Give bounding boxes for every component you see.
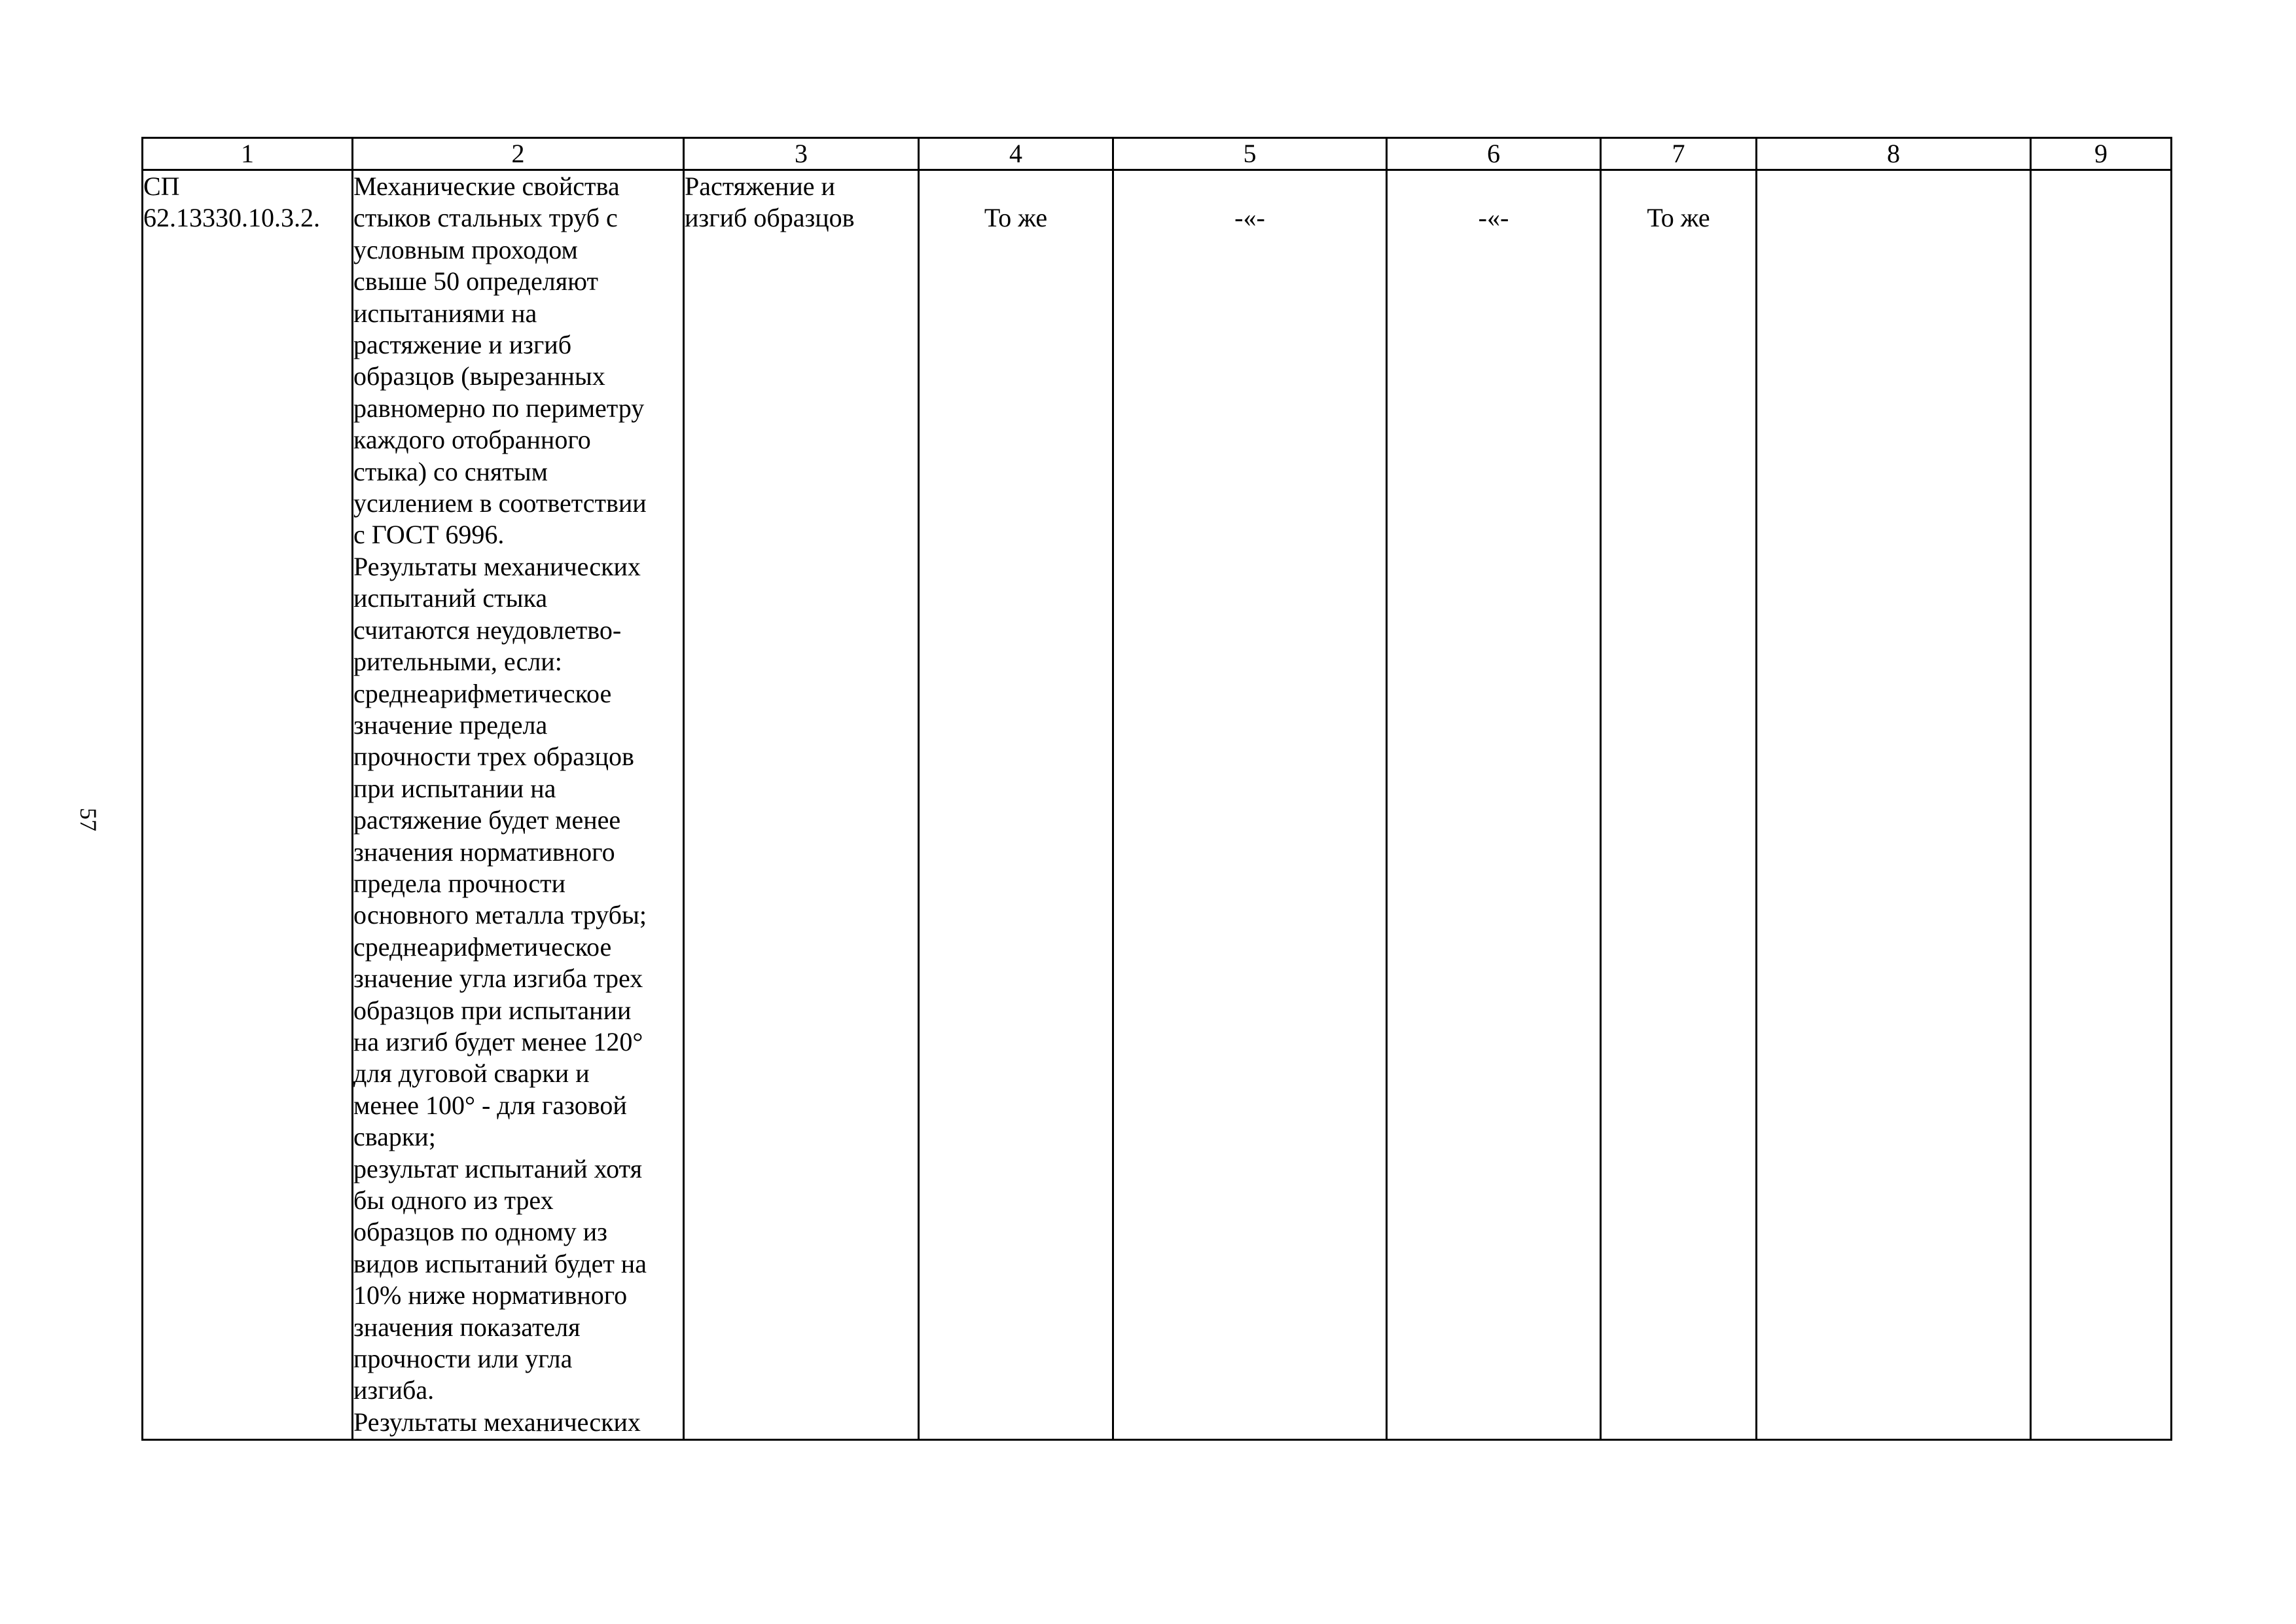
column-7-cell xyxy=(1601,170,1757,1440)
requirement-text-line: видов испытаний будет на xyxy=(353,1248,647,1278)
column-8-cell xyxy=(1757,170,2031,1440)
requirements-table xyxy=(141,137,2172,1441)
requirement-text-line: изгиба. xyxy=(353,1375,435,1405)
test-method-line: изгиб образцов xyxy=(685,203,855,233)
header-row xyxy=(143,138,2172,170)
requirement-text-line: растяжение будет менее xyxy=(353,805,621,835)
column-4-cell xyxy=(919,170,1113,1440)
requirement-text-line: значения нормативного xyxy=(353,837,615,867)
requirement-text-line: свыше 50 определяют xyxy=(353,266,599,297)
requirement-text-line: стыка) со снятым xyxy=(353,456,548,486)
requirement-text-line: рительными, если: xyxy=(353,647,562,677)
column-4-value: То же xyxy=(984,203,1048,232)
requirement-text-line: равномерно по периметру xyxy=(353,393,645,423)
column-5-cell xyxy=(1113,170,1387,1440)
test-method-line: Растяжение и xyxy=(685,171,835,201)
requirement-text-line: Результаты механических xyxy=(353,551,641,581)
requirement-text-line: растяжение и изгиб xyxy=(353,330,572,360)
requirement-text xyxy=(353,171,683,1438)
requirement-text-line: испытаний стыка xyxy=(353,583,548,613)
requirement-text-line: прочности трех образцов xyxy=(353,742,634,772)
requirement-text-line: усилением в соответствии xyxy=(353,488,647,518)
requirement-text-line: значение угла изгиба трех xyxy=(353,964,643,994)
requirement-text-line: условным проходом xyxy=(353,234,578,264)
table-row xyxy=(143,170,2172,1440)
reference-cell xyxy=(143,170,353,1440)
column-header-7: 7 xyxy=(1601,138,1757,170)
column-6-value: -«- xyxy=(1478,203,1509,232)
requirement-text-line: образцов при испытании xyxy=(353,995,632,1025)
requirement-text-line: на изгиб будет менее 120° xyxy=(353,1026,643,1056)
requirement-text-line: с ГОСТ 6996. xyxy=(353,520,505,550)
column-6-cell xyxy=(1387,170,1601,1440)
requirement-text-line: прочности или угла xyxy=(353,1344,573,1374)
requirement-text-line: для дуговой сварки и xyxy=(353,1058,590,1089)
requirement-text-line: предела прочности xyxy=(353,868,565,898)
requirement-text-cell xyxy=(353,170,684,1440)
column-header-6: 6 xyxy=(1387,138,1601,170)
test-method-cell xyxy=(684,170,919,1440)
requirement-text-line: среднеарифметическое xyxy=(353,931,612,962)
requirement-text-line: образцов по одному из xyxy=(353,1217,607,1247)
column-9-cell xyxy=(2031,170,2172,1440)
column-header-3: 3 xyxy=(684,138,919,170)
column-header-1: 1 xyxy=(143,138,353,170)
column-5-value: -«- xyxy=(1234,203,1265,232)
requirement-text-line: каждого отобранного xyxy=(353,425,591,455)
requirement-text-line: значения показателя xyxy=(353,1312,581,1342)
requirement-text-line: считаются неудовлетво- xyxy=(353,615,622,645)
requirement-text-line: испытаниями на xyxy=(353,298,537,328)
requirement-text-line: бы одного из трех xyxy=(353,1185,554,1215)
requirement-text-line: среднеарифметическое xyxy=(353,678,612,708)
requirement-text-line: значение предела xyxy=(353,710,548,740)
column-7-value: То же xyxy=(1647,203,1710,232)
requirement-text-line: менее 100° - для газовой xyxy=(353,1090,627,1120)
column-header-8: 8 xyxy=(1757,138,2031,170)
requirement-text-line: результат испытаний хотя xyxy=(353,1153,642,1183)
column-header-5: 5 xyxy=(1113,138,1387,170)
requirement-text-line: при испытании на xyxy=(353,773,556,803)
reference-line: СП xyxy=(143,171,180,201)
requirement-text-line: Результаты механических xyxy=(353,1407,641,1437)
column-header-4: 4 xyxy=(919,138,1113,170)
column-header-9: 9 xyxy=(2031,138,2172,170)
column-header-2: 2 xyxy=(353,138,684,170)
requirement-text-line: образцов (вырезанных xyxy=(353,361,605,391)
requirement-text-line: сварки; xyxy=(353,1122,436,1152)
page-number: 57 xyxy=(75,808,101,831)
reference-line: 62.13330.10.3.2. xyxy=(143,203,320,233)
requirement-text-line: Механические свойства xyxy=(353,171,620,201)
requirement-text-line: основного металла трубы; xyxy=(353,900,647,930)
requirement-text-line: стыков стальных труб с xyxy=(353,203,618,233)
requirement-text-line: 10% ниже нормативного xyxy=(353,1280,628,1310)
